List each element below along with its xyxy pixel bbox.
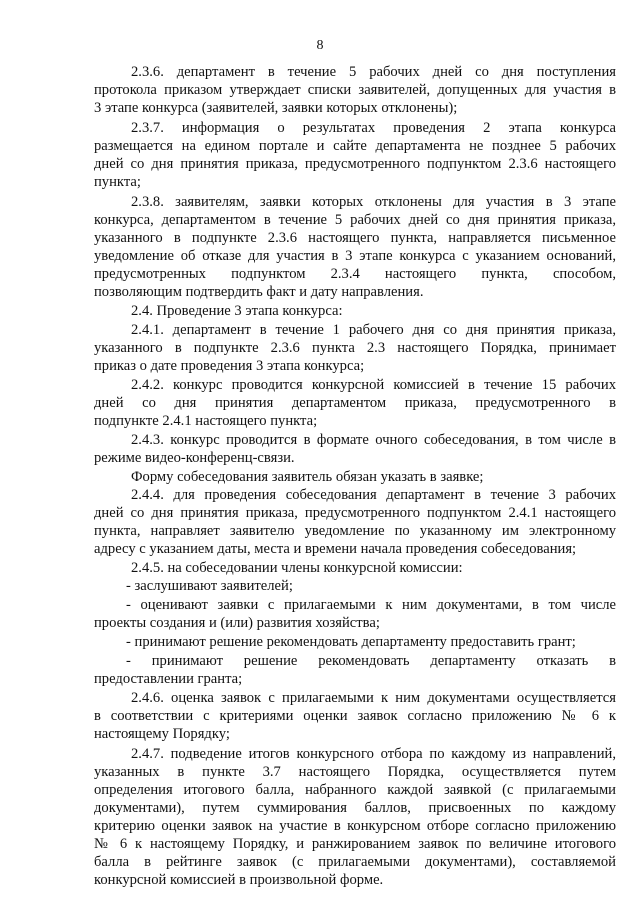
paragraph-2-4-7-line-1: 2.4.7. подведение итогов конкурсного отбора по каждому из направлений, (131, 746, 616, 762)
paragraph-2-3-7-line-3: дней со дня принятия приказа, предусмотренного подпунктом 2.3.6 настоящего (94, 156, 616, 172)
page-number: 8 (316, 38, 324, 53)
paragraph-2-4-1-line-3: приказ о дате проведения 3 этапа конкурса; (94, 358, 365, 374)
paragraph-2-3-7-line-2: размещается на едином портале и сайте департамента не позднее 5 рабочих (94, 138, 616, 154)
paragraph-2-4-2-line-1: 2.4.2. конкурс проводится конкурсной комиссией в течение 15 рабочих (131, 377, 616, 393)
paragraph-2-4-7-line-3: определения итогового балла, набранного каждой заявкой (с прилагаемыми (94, 782, 616, 798)
paragraph-2-4-4-line-2: дней со дня принятия приказа, предусмотренного подпунктом 2.4.1 настоящего (94, 505, 616, 521)
paragraph-2-4-7-line-6: № 6 к настоящему Порядку, и ранжированием заявок по величине итогового (94, 836, 616, 852)
list-item-recommend-refusal-line-2: предоставлении гранта; (94, 671, 243, 687)
paragraph-2-3-8-line-4: уведомление об отказе для участия в 3 этапе конкурса с указанием оснований, (94, 248, 616, 264)
paragraph-2-4-4-line-1: 2.4.4. для проведения собеседования департамент в течение 3 рабочих (131, 487, 616, 503)
paragraph-2-3-6-line-1: 2.3.6. департамент в течение 5 рабочих дней со дня поступления (131, 64, 616, 80)
paragraph-2-4-6-line-1: 2.4.6. оценка заявок с прилагаемыми к ним документами осуществляется (131, 690, 616, 706)
list-item-hear-applicants: - заслушивают заявителей; (126, 578, 293, 594)
list-item-recommend-refusal-line-1: - принимают решение рекомендовать департаменту отказать в (126, 653, 616, 669)
list-item-evaluate-applications-line-1: - оценивают заявки с прилагаемыми к ним документами, в том числе (126, 597, 616, 613)
paragraph-2-4-3-line-1: 2.4.3. конкурс проводится в формате очного собеседования, в том числе в (131, 432, 616, 448)
paragraph-2-4-1-line-1: 2.4.1. департамент в течение 1 рабочего дня со дня принятия приказа, (131, 322, 616, 338)
paragraph-2-4-4-line-4: адресу с указанием даты, места и времени начала проведения собеседования; (94, 541, 577, 557)
paragraph-2-3-8-line-5: предусмотренных подпунктом 2.3.4 настоящего пункта, способом, (94, 266, 616, 282)
paragraph-2-4-7-line-8: конкурсной комиссией в произвольной форме. (94, 872, 384, 888)
paragraph-2-3-6-line-3: 3 этапе конкурса (заявителей, заявки которых отклонены); (94, 100, 458, 116)
paragraph-2-3-6-line-2: протокола приказом утверждает списки заявителей, допущенных для участия в (94, 82, 616, 98)
paragraph-2-4-7-line-4: документами), путем суммирования баллов, присвоенных по каждому (94, 800, 616, 816)
paragraph-2-4-6-line-2: в соответствии с критериями оценки заявок согласно приложению № 6 к (94, 708, 616, 724)
paragraph-2-3-8-line-3: указанного в подпункте 2.3.6 настоящего пункта, направляется письменное (94, 230, 616, 246)
paragraph-2-4-4-line-3: пункта, направляет заявителю уведомление по указанному им электронному (94, 523, 616, 539)
paragraph-2-3-7-line-1: 2.3.7. информация о результатах проведения 2 этапа конкурса (131, 120, 616, 136)
paragraph-2-4-2-line-2: дней со дня принятия департаментом приказа, предусмотренного в (94, 395, 616, 411)
paragraph-2-4-3-line-2: режиме видео-конференц-связи. (94, 450, 295, 466)
paragraph-2-4-6-line-3: настоящему Порядку; (94, 726, 230, 742)
paragraph-interview-form: Форму собеседования заявитель обязан указать в заявке; (131, 469, 484, 485)
paragraph-2-4-7-line-2: указанных в пункте 3.7 настоящего Порядка, осуществляется путем (94, 764, 616, 780)
paragraph-2-3-8-line-1: 2.3.8. заявителям, заявки которых отклонены для участия в 3 этапе (131, 194, 616, 210)
paragraph-2-4-2-line-3: подпункте 2.4.1 настоящего пункта; (94, 413, 318, 429)
paragraph-2-3-7-line-4: пункта; (94, 174, 141, 190)
paragraph-2-4-7-line-7: балла в рейтинге заявок (с прилагаемыми документами), составляемой (94, 854, 616, 870)
paragraph-2-3-8-line-6: позволяющим подтвердить факт и дату направления. (94, 284, 424, 300)
paragraph-2-4-7-line-5: критерию оценки заявок на участие в конкурсном отборе согласно приложению (94, 818, 616, 834)
list-item-evaluate-applications-line-2: проекты создания и (или) развития хозяйства; (94, 615, 380, 631)
section-2-4-heading: 2.4. Проведение 3 этапа конкурса: (131, 303, 343, 319)
paragraph-2-3-8-line-2: конкурса, департаментом в течение 5 рабочих дней со дня принятия приказа, (94, 212, 616, 228)
list-item-recommend-grant: - принимают решение рекомендовать департаменту предоставить грант; (126, 634, 576, 650)
paragraph-2-4-1-line-2: указанного в подпункте 2.3.6 пункта 2.3 настоящего Порядка, принимает (94, 340, 616, 356)
paragraph-2-4-5: 2.4.5. на собеседовании члены конкурсной комиссии: (131, 560, 463, 576)
